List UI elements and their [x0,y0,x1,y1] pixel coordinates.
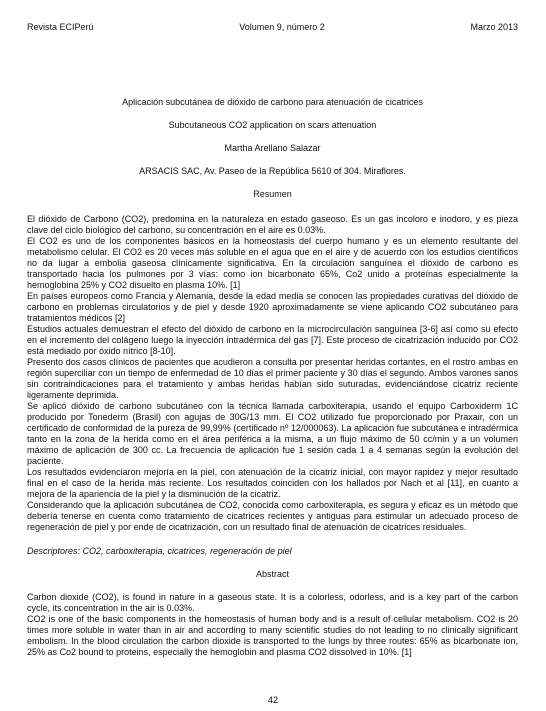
resumen-paragraph: Considerando que la aplicación subcutánea de CO2, conocida como carboxiterapia, es segura y eficaz es un método que debería tenerse en cuenta como tratamiento de cicatrices recientes y antiguas para estimular un adecuado proceso de regeneración de piel y por ende de cicatrización, con un resultado final de atenuación de cicatrices residuales. [27,500,518,532]
resumen-paragraph: Presento dos casos clínicos de pacientes que acudieron a consulta por presentar heridas cortantes, en el rostro ambas en región superciliar con un tiempo de enfermedad de 10 días el primer paciente y 30 días el segundo. Ambos varones sanos sin contraindicaciones para el tratamiento y ambas heridas habían sido suturadas, evidenciándose cicatriz reciente ligeramente deprimida. [27,357,518,400]
abstract-paragraph: Carbon dioxide (CO2), is found in nature in a gaseous state. It is a colorless, odorless, and is a key part of the carbon cycle, its concentration in the air is 0.03%. [27,592,518,613]
abstract-body [27,592,518,658]
resumen-paragraph: Estudios actuales demuestran el efecto del dióxido de carbono en la microcirculación sanguínea [3-6] así como su efecto en el incremento del colágeno luego la inyección intradérmica del gas [7]. Este proceso de cicatrización inducido por CO2 está mediado por óxido nítrico [8-10]. [27,324,518,356]
resumen-paragraph: El dióxido de Carbono (CO2), predomina en la naturaleza en estado gaseoso. Es un gas incoloro e inodoro, y es pieza clave del ciclo biológico del carbono, su concentración en el aire es 0.03%. [27,214,518,235]
author-name: Martha Arellano Salazar [224,143,321,153]
abstract-paragraph: CO2 is one of the basic components in the homeostasis of human body and is a result of cellular metabolism. CO2 is 20 times more soluble in water than in air and according to many scientific studies do not leading to no clinically significant embolism. In the blood circulation the carbon dioxide is transported to the lungs by three routes: 65% as bicarbonate ion, 25% as Co2 bound to proteins, especially the hemoglobin and plasma CO2 dissolved in 10%. [1] [27,614,518,657]
page-number: 42 [267,695,278,705]
abstract-heading: Abstract [255,569,289,579]
resumen-paragraph: Los resultados evidenciaron mejoría en la piel, con atenuación de la cicatriz inicial, con mayor rapidez y mejor resultado final en el caso de la herida más reciente. Los resultados coinciden con los hallados por Nach et al [11], en cuanto a mejora de la apariencia de la piel y la disminución de la cicatriz. [27,467,518,499]
running-header [27,22,518,33]
resumen-heading: Resumen [253,189,292,199]
title-spanish: Aplicación subcutánea de dióxido de carbono para atenuación de cicatrices [122,97,423,107]
resumen-paragraph: El CO2 es uno de los componentes básicos en la homeostasis del cuerpo humano y es un elemento resultante del metabolismo celular. El CO2 es 20 veces más soluble en el agua que en el aire y de acuerdo con los estudios científicos no da lugar a embolia gaseosa clínicamente significativa. En la circulación sanguínea el dióxido de carbono es transportado hacia los pulmones por 3 vías: como ion bicarbonato 65%, Co2 unido a proteínas especialmente la hemoglobina 25% y CO2 disuelto en plasma 10%. [1] [27,236,518,290]
volume-issue: Volumen 9, número 2 [239,22,325,32]
resumen-body [27,214,518,533]
keywords-line: Descriptores: CO2, carboxiterapia, cicatrices, regeneración de piel [27,546,292,556]
journal-name: Revista ECIPerú [27,22,94,32]
resumen-paragraph: En países europeos como Francia y Alemania, desde la edad media se conocen las propiedades curativas del dióxido de carbono en problemas circulatorios y de piel y desde 1920 aproximadamente se viene aplicando CO2 subcutáneo para tratamientos médicos [2] [27,291,518,323]
title-english: Subcutaneous CO2 application on scars attenuation [168,120,377,130]
resumen-paragraph: Se aplicó dióxido de carbono subcutáneo con la técnica llamada carboxiterapia, usando el equipo Carboxiderm 1C producido por Tonederm (Brasil) con agujas de 30G/13 mm. El CO2 utilizado fue proporcionado por Praxair, con un certificado de conformidad de la pureza de 99,99% (certificado nº 12/000063). La aplicación fue subcutánea e intradérmica tanto en la zona de la herida como en el área periférica a la misma, a un flujo máximo de 50 cc/min y a un volumen máximo de aplicación de 300 cc. La frecuencia de aplicación fue 1 sesión cada 1 a 4 semanas según la evolución del paciente. [27,401,518,466]
author-affiliation: ARSACIS SAC, Av. Paseo de la República 5610 of 304. Miraflores. [139,166,406,176]
issue-date: Marzo 2013 [470,22,518,32]
